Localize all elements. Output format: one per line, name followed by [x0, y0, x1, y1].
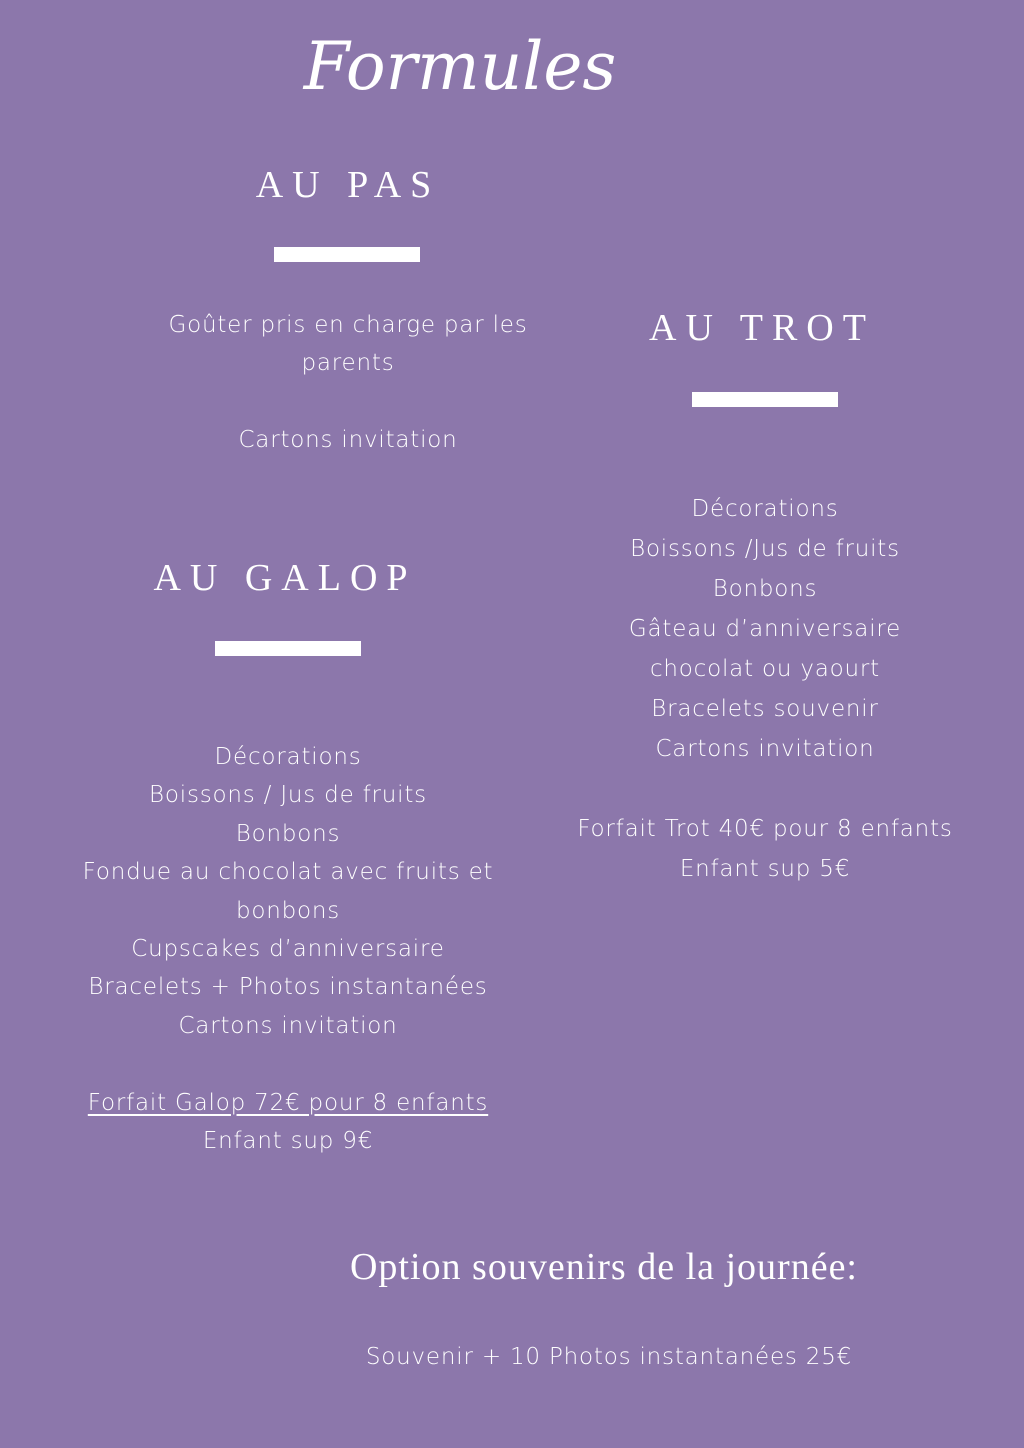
list-item: Gâteau d’anniversaire — [628, 616, 902, 642]
au-pas-heading: AU PAS — [255, 164, 441, 206]
list-item: Décorations — [691, 496, 839, 522]
list-item: Goûter pris en charge par les — [168, 312, 528, 338]
list-spacer — [515, 769, 1015, 809]
list-item: Bracelets + Photos instantanées — [88, 974, 488, 1001]
au-galop-price-text: Forfait Galop 72€ pour 8 enfants — [87, 1089, 489, 1116]
option-line — [309, 1338, 909, 1376]
au-trot-price: Forfait Trot 40€ pour 8 enfants — [577, 816, 953, 842]
list-item: Cupscakes d’anniversaire — [131, 935, 445, 962]
list-item: Boissons / Jus de fruits — [149, 782, 427, 809]
page-title: Formules — [303, 28, 617, 105]
list-spacer — [38, 1045, 538, 1083]
au-galop-list — [38, 738, 538, 1160]
option-item: Souvenir + 10 Photos instantanées 25€ — [365, 1344, 853, 1370]
list-item: Cartons invitation — [238, 427, 458, 454]
list-item: Boissons /Jus de fruits — [630, 536, 900, 562]
au-trot-divider — [692, 392, 838, 407]
list-item: Bonbons — [712, 576, 818, 602]
au-galop-heading: AU GALOP — [153, 557, 417, 599]
au-pas-list — [98, 306, 598, 460]
au-galop-divider — [215, 641, 361, 656]
list-item: chocolat ou yaourt — [649, 656, 880, 682]
au-galop-price — [38, 1084, 538, 1122]
list-item: Cartons invitation — [178, 1012, 398, 1039]
option-heading: Option souvenirs de la journée: — [349, 1246, 858, 1288]
list-item: Fondue au chocolat avec fruits et — [82, 859, 494, 886]
list-spacer — [98, 383, 598, 421]
list-item: Cartons invitation — [655, 736, 875, 762]
au-trot-list — [515, 489, 1015, 889]
au-trot-extra: Enfant sup 5€ — [679, 856, 851, 882]
au-galop-extra: Enfant sup 9€ — [202, 1127, 374, 1154]
list-item: Bonbons — [235, 820, 341, 847]
list-item: Bracelets souvenir — [651, 696, 879, 722]
list-item: bonbons — [235, 897, 341, 924]
list-item: Décorations — [214, 744, 362, 770]
list-item: parents — [301, 350, 395, 377]
au-pas-divider — [274, 247, 420, 262]
au-trot-heading: AU TROT — [649, 307, 875, 349]
